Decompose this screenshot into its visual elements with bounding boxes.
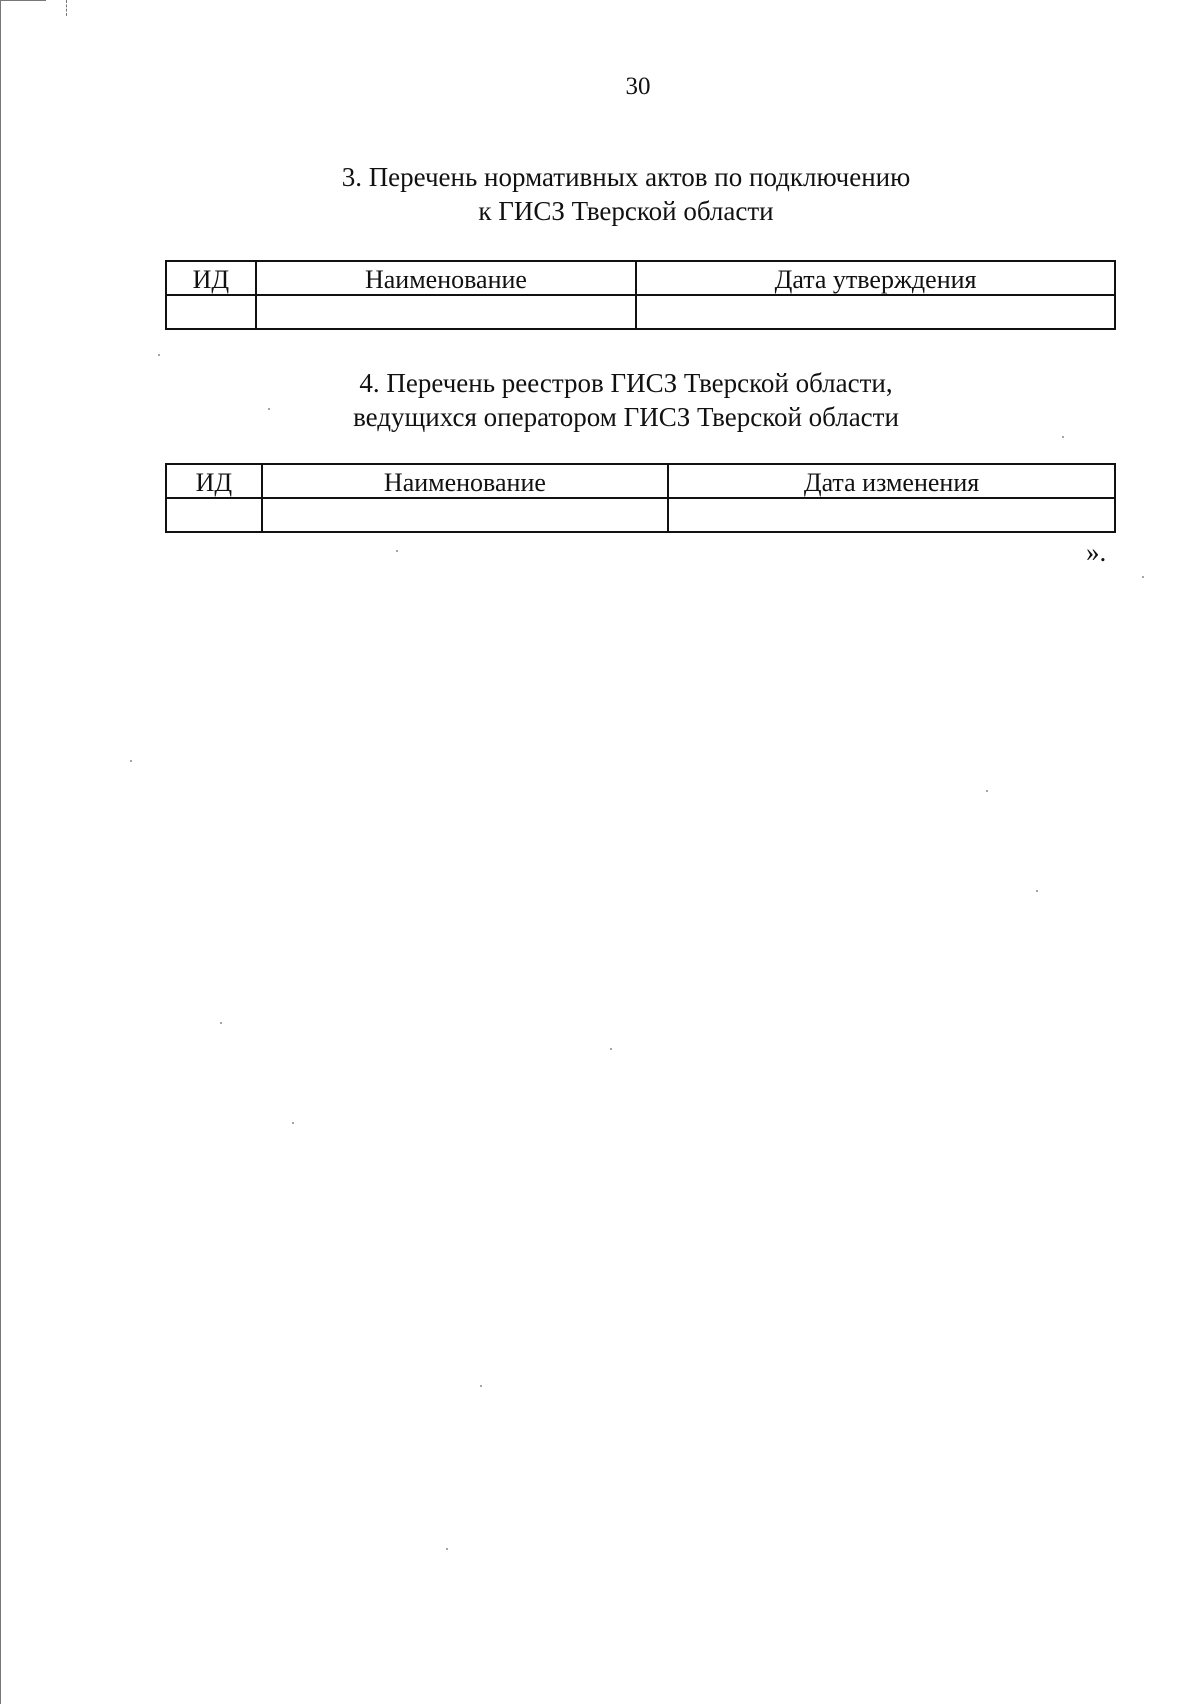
table-cell <box>636 295 1115 329</box>
scan-speck <box>986 790 988 792</box>
registers-table <box>165 463 1116 533</box>
table-cell <box>166 295 256 329</box>
table-row <box>166 498 1115 532</box>
scan-speck <box>610 1048 612 1050</box>
closing-quote-mark: ». <box>1086 537 1107 567</box>
section-3-title-line-2: к ГИСЗ Тверской области <box>478 196 774 226</box>
scan-speck <box>268 408 270 410</box>
scan-speck <box>158 354 160 356</box>
header-cell-id: ИД <box>166 464 262 498</box>
header-cell-name: Наименование <box>262 464 668 498</box>
table-cell <box>256 295 636 329</box>
table-cell <box>668 498 1115 532</box>
scan-speck <box>1062 436 1064 438</box>
section-3-title-line-1: 3. Перечень нормативных актов по подключению <box>341 162 911 192</box>
header-cell-name: Наименование <box>256 261 636 295</box>
scan-speck <box>130 760 132 762</box>
table-cell <box>262 498 668 532</box>
scan-speck <box>1036 890 1038 892</box>
scan-speck <box>1142 576 1144 578</box>
scan-border-left <box>0 0 1 1704</box>
page-number: 30 <box>625 73 651 100</box>
scan-speck <box>446 1548 448 1550</box>
scan-mark <box>66 0 68 16</box>
scan-speck <box>220 1022 222 1024</box>
section-4-title-line-1: 4. Перечень реестров ГИСЗ Тверской области, <box>359 368 893 398</box>
scan-speck <box>292 1122 294 1124</box>
section-3-title <box>0 160 1200 228</box>
table-header-row <box>166 261 1115 295</box>
header-cell-id: ИД <box>166 261 256 295</box>
scan-speck <box>396 550 398 552</box>
header-cell-change-date: Дата изменения <box>668 464 1115 498</box>
table-header-row <box>166 464 1115 498</box>
header-cell-approval-date: Дата утверждения <box>636 261 1115 295</box>
section-4-title <box>0 366 1200 434</box>
scan-speck <box>480 1385 482 1387</box>
table-cell <box>166 498 262 532</box>
scan-border-top <box>0 0 46 1</box>
table-row <box>166 295 1115 329</box>
section-4-title-line-2: ведущихся оператором ГИСЗ Тверской области <box>353 402 899 432</box>
normative-acts-table <box>165 260 1116 330</box>
